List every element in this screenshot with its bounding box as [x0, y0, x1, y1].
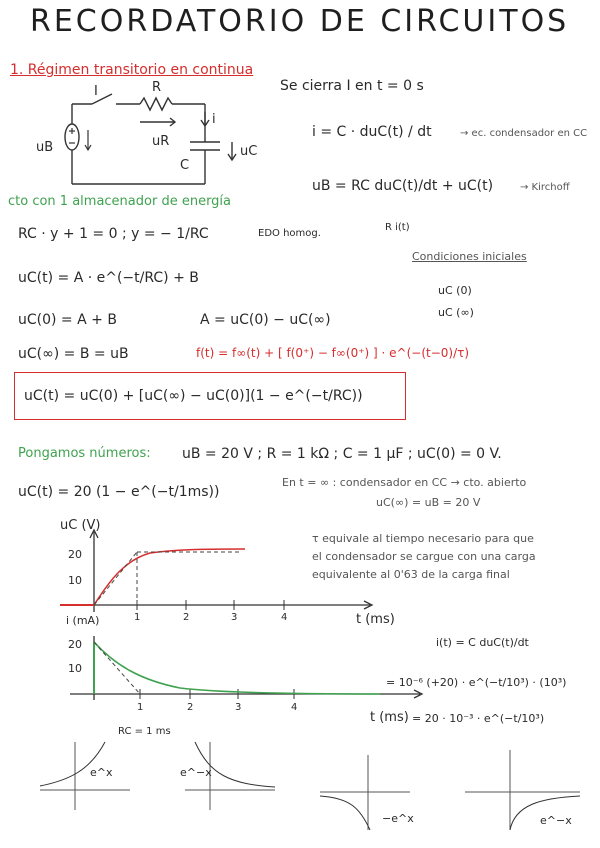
- uc-zero-equation: uC(0) = A + B: [18, 312, 117, 328]
- equation-current-note: → ec. condensador en CC: [460, 128, 588, 139]
- uc-general-solution: uC(t) = A · e^(−t/RC) + B: [18, 270, 199, 286]
- equation-current: i = C · duC(t) / dt: [312, 124, 432, 140]
- graph2-x-tick-2: 2: [187, 702, 194, 713]
- graph2-y-tick-20: 20: [68, 638, 82, 651]
- initial-condition-infinity: uC (∞): [438, 306, 474, 319]
- equation-kirchoff-note: → Kirchoff: [520, 182, 570, 193]
- ri-label: R i(t): [385, 222, 410, 233]
- tau-note-line-2: el condensador se cargue con una carga: [312, 550, 536, 563]
- switch-label: I: [94, 84, 98, 99]
- graph1-x-tick-2: 2: [183, 612, 190, 623]
- graph1-y-axis-label: uC (V): [60, 518, 101, 533]
- graph1-x-label: t (ms): [356, 612, 395, 627]
- mini-graph-label-3: −e^x: [382, 812, 414, 825]
- boxed-formula: uC(t) = uC(0) + [uC(∞) − uC(0)](1 − e^(−t/RC)): [24, 388, 363, 404]
- mini-graph-label-4: e^−x: [540, 814, 572, 827]
- graph2-x-tick-3: 3: [235, 702, 242, 713]
- tau-note-line-1: τ equivale al tiempo necesario para que: [312, 532, 534, 545]
- current-eq-line-1: i(t) = C duC(t)/dt: [436, 636, 529, 649]
- initial-conditions-heading: Condiciones iniciales: [412, 250, 527, 263]
- page-title: RECORDATORIO DE CIRCUITOS: [30, 4, 570, 39]
- section-heading: 1. Régimen transitorio en continua: [10, 62, 254, 78]
- equation-kirchoff: uB = RC duC(t)/dt + uC(t): [312, 178, 494, 194]
- tau-note-line-3: equivalente al 0'63 de la carga final: [312, 568, 510, 581]
- t-infinity-note: En t = ∞ : condensador en CC → cto. abierto: [282, 476, 527, 489]
- switch-note: Se cierra I en t = 0 s: [280, 78, 424, 94]
- resistor-label: R: [152, 80, 162, 95]
- graph2-y-tick-10: 10: [68, 662, 82, 675]
- graph2-y-label: i (mA): [66, 614, 100, 627]
- current-label: i: [212, 112, 216, 127]
- homogeneous-equation: RC · y + 1 = 0 ; y = − 1/RC: [18, 226, 209, 242]
- graph2-x-label: t (ms): [370, 710, 409, 725]
- graph1-x-tick-4: 4: [281, 612, 288, 623]
- uc-infinity-equation: uC(∞) = B = uB: [18, 346, 129, 362]
- initial-condition-zero: uC (0): [438, 284, 472, 297]
- uc-zero-result: A = uC(0) − uC(∞): [200, 312, 331, 328]
- edo-note: EDO homog.: [258, 228, 321, 239]
- graph2-rc-label: RC = 1 ms: [118, 726, 171, 737]
- general-transient-formula: f(t) = f∞(t) + [ f(0⁺) − f∞(0⁺) ] · e^(−(t−0)/τ): [196, 346, 470, 360]
- graph2-x-tick-4: 4: [291, 702, 298, 713]
- energy-storage-note: cto con 1 almacenador de energía: [8, 194, 232, 209]
- graph2-x-tick-1: 1: [137, 702, 144, 713]
- capacitor-label: C: [180, 158, 190, 173]
- uc-label: uC: [240, 144, 258, 159]
- graph1-x-tick-3: 3: [231, 612, 238, 623]
- source-label: uB: [36, 140, 54, 155]
- graph1-x-tick-1: 1: [134, 612, 141, 623]
- ur-label: uR: [152, 134, 170, 149]
- graph1-y-tick-10: 10: [68, 574, 82, 587]
- current-eq-line-2: = 10⁻⁶ (+20) · e^(−t/10³) · (10³): [386, 676, 567, 689]
- uc-infinity-value: uC(∞) = uB = 20 V: [376, 496, 481, 509]
- mini-graph-label-1: e^x: [90, 766, 113, 779]
- numbers-label: Pongamos números:: [18, 446, 151, 461]
- graph1-y-tick-20: 20: [68, 548, 82, 561]
- numbers-values: uB = 20 V ; R = 1 kΩ ; C = 1 μF ; uC(0) = 0 V.: [182, 446, 502, 462]
- current-eq-line-3: = 20 · 10⁻³ · e^(−t/10³): [412, 712, 545, 725]
- mini-graph-label-2: e^−x: [180, 766, 212, 779]
- uc-numeric: uC(t) = 20 (1 − e^(−t/1ms)): [18, 484, 220, 500]
